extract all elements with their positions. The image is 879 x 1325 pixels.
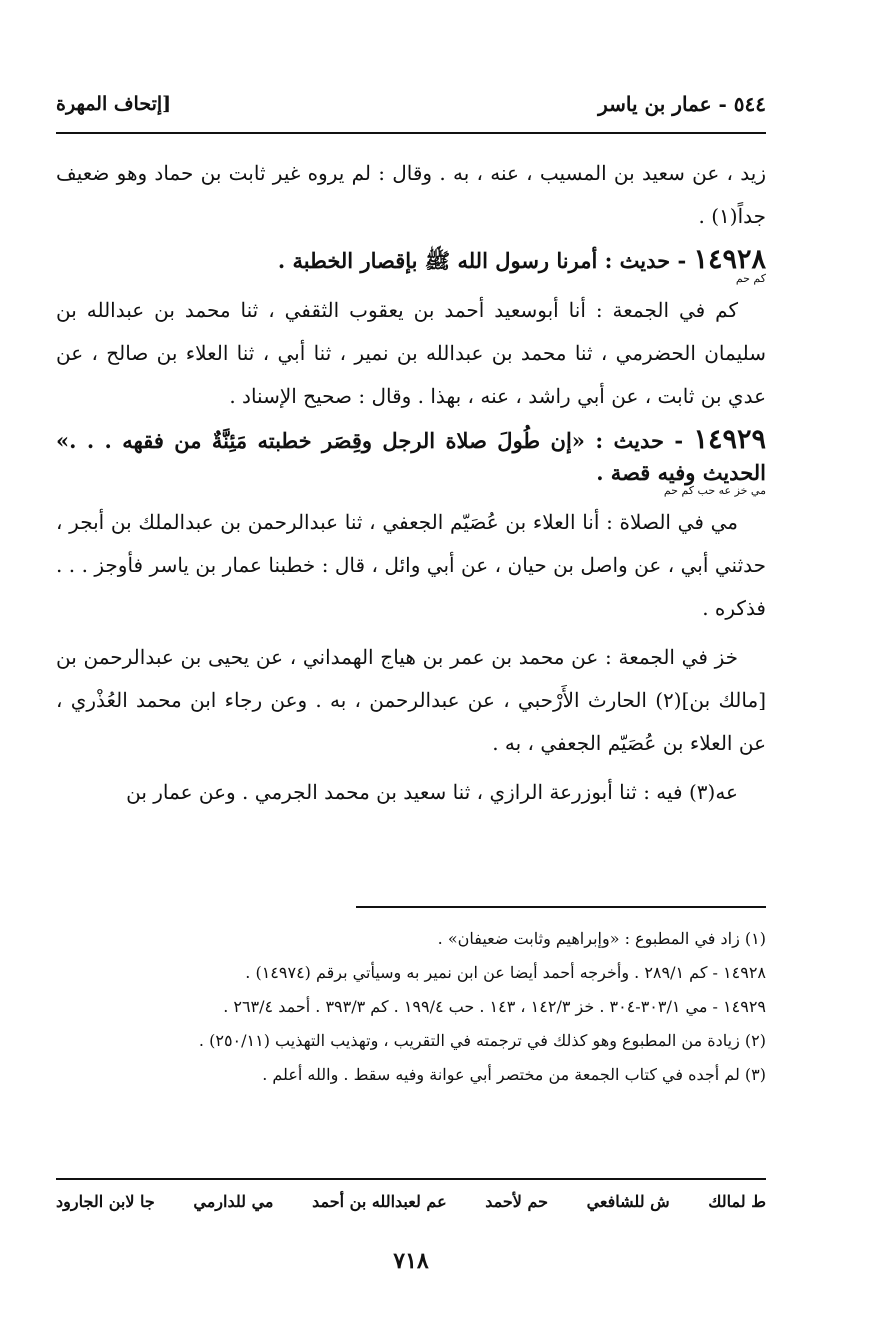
legend-rule — [56, 1178, 766, 1180]
hadith-title: - حديث : أمرنا رسول الله ﷺ بإقصار الخطبة . — [277, 248, 687, 273]
source-codes: مي خز عه حب كم حم — [663, 484, 766, 497]
page-number: ٧١٨ — [393, 1248, 429, 1274]
paragraph-isnad: خز في الجمعة : عن محمد بن عمر بن هياج الهمداني ، عن يحيى بن عبدالرحمن بن [مالك بن](٢) الحارث الأَرْحبي ، عن عبدالرحمن ، به . وعن رجاء ابن محمد العُذْري ، عن العلاء بن عُصَيّم الجعفي ، به . — [56, 645, 766, 755]
hadith-heading-14928 — [56, 244, 766, 285]
hadith-number: ١٤٩٢٩ — [693, 424, 766, 455]
hadith-number: ١٤٩٢٨ — [693, 244, 766, 275]
footnote: ١٤٩٢٩ - مي ٣٠٣/١-٣٠٤ . خز ١٤٢/٣ ، ١٤٣ . حب ١٩٩/٤ . كم ٣٩٣/٣ . أحمد ٢٦٣/٤ . — [223, 997, 766, 1016]
legend-item: جا لابن الجارود — [56, 1192, 155, 1211]
source-codes: كم حم — [735, 272, 766, 285]
footnote: (٢) زيادة من المطبوع وهو كذلك في ترجمته في التقريب ، وتهذيب التهذيب (٢٥٠/١١) . — [198, 1031, 766, 1050]
page — [56, 0, 766, 1325]
paragraph-isnad: مي في الصلاة : أنا العلاء بن عُصَيّم الجعفي ، ثنا عبدالرحمن بن عبدالملك بن أبجر ، حدثني أبي ، عن واصل بن حيان ، عن أبي وائل ، قال : خطبنا عمار بن ياسر فأوجز . . . فذكره . — [56, 510, 767, 620]
hadith-title: - حديث : «إن طُولَ صلاة الرجل وقِصَر خطبته مَئِنَّةٌ من فقهه . . .» الحديث وفيه قصة . — [56, 428, 766, 485]
abbreviation-legend — [56, 1192, 766, 1211]
paragraph-isnad: كم في الجمعة : أنا أبوسعيد أحمد بن يعقوب الثقفي ، ثنا محمد بن عبدالله بن سليمان الحضرمي ، ثنا محمد بن عبدالله بن نمير ، ثنا أبي ، ثنا العلاء بن صالح ، عن عدي بن ثابت ، عن أبي راشد ، عنه ، بهذا . وقال : صحيح الإسناد . — [56, 298, 766, 408]
header-rule — [56, 132, 766, 134]
main-text — [56, 152, 766, 820]
paragraph-continuation: زيد ، عن سعيد بن المسيب ، عنه ، به . وقال : لم يروه غير ثابت بن حماد وهو ضعيف جداً(١) . — [56, 161, 766, 228]
running-head-book-title: [إتحاف المهرة — [56, 93, 172, 115]
footnote: (٣) لم أجده في كتاب الجمعة من مختصر أبي عوانة وفيه سقط . والله أعلم . — [262, 1065, 766, 1084]
footnote: ١٤٩٢٨ - كم ٢٨٩/١ . وأخرجه أحمد أيضا عن ابن نمير به وسيأتي برقم (١٤٩٧٤) . — [245, 963, 766, 982]
legend-item: ش للشافعي — [586, 1192, 670, 1211]
legend-item: مي للدارمي — [193, 1192, 274, 1211]
hadith-heading-14929 — [56, 424, 766, 497]
paragraph-isnad: عه(٣) فيه : ثنا أبوزرعة الرازي ، ثنا سعيد بن محمد الجرمي . وعن عمار بن — [126, 780, 738, 804]
running-head-chapter: ٥٤٤ - عمار بن ياسر — [598, 92, 766, 116]
footnote-separator — [356, 906, 766, 908]
legend-item: ط لمالك — [708, 1192, 766, 1211]
legend-item: عم لعبدالله بن أحمد — [312, 1192, 447, 1211]
running-head — [56, 86, 766, 122]
legend-item: حم لأحمد — [485, 1192, 548, 1211]
footnote: (١) زاد في المطبوع : «وإبراهيم وثابت ضعيفان» . — [437, 929, 766, 948]
footnotes — [56, 922, 766, 1092]
